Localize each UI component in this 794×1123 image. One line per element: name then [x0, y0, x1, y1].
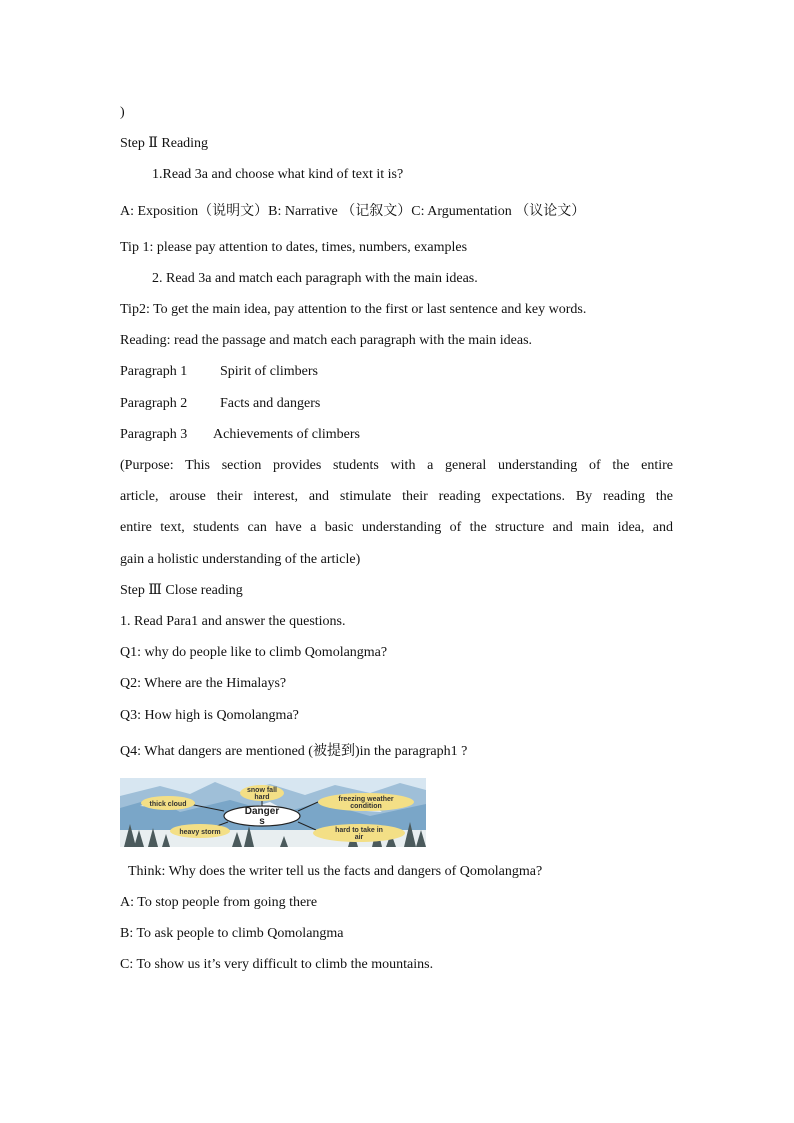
paragraph-match-row	[120, 363, 318, 381]
option-b: B: To ask people to climb Qomolangma	[120, 926, 344, 941]
option-a: A: To stop people from going there	[120, 895, 318, 910]
center-node-danger: Danger	[244, 806, 280, 817]
node-hard: hard	[254, 794, 270, 801]
tip-1: Tip 1: please pay attention to dates, times, numbers, examples	[120, 240, 468, 255]
purpose-text: article, arouse their interest, and stimulate their reading expectations. By reading the	[120, 489, 673, 504]
tip-2: Tip2: To get the main idea, pay attention to the first or last sentence and key words.	[120, 302, 587, 317]
purpose-line	[120, 457, 673, 475]
node-thick-cloud: thick cloud	[149, 801, 187, 808]
paragraph-label: Paragraph 3	[120, 427, 188, 442]
reading-instruction: Reading: read the passage and match each paragraph with the main ideas.	[120, 333, 533, 348]
node-snow-fall: snow fall	[247, 787, 277, 794]
node-air: air	[354, 834, 364, 841]
node-condition: condition	[350, 803, 382, 810]
question-q3: Q3: How high is Qomolangma?	[120, 708, 299, 723]
closing-parenthesis: )	[120, 105, 125, 120]
purpose-text: (Purpose: This section provides students with a general understanding of the entire	[120, 458, 673, 473]
node-hard-to-take-in: hard to take in	[335, 827, 383, 834]
think-question: Think: Why does the writer tell us the facts and dangers of Qomolangma?	[128, 864, 543, 879]
purpose-line	[120, 488, 673, 506]
node-heavy-storm: heavy storm	[179, 829, 221, 836]
main-idea: Achievements of climbers	[213, 427, 360, 442]
purpose-text: entire text, students can have a basic understanding of the structure and main idea, and	[120, 520, 673, 535]
question-2: 2. Read 3a and match each paragraph with the main ideas.	[152, 271, 478, 286]
question-1: 1.Read 3a and choose what kind of text it is?	[152, 167, 404, 182]
main-idea: Facts and dangers	[220, 396, 321, 411]
node-freezing-weather: freezing weather	[338, 796, 394, 803]
step-2-heading: Step Ⅱ Reading	[120, 136, 209, 151]
paragraph-match-row	[120, 426, 360, 444]
paragraph-label: Paragraph 1	[120, 364, 188, 379]
purpose-last-line: gain a holistic understanding of the article)	[120, 552, 361, 567]
close-reading-instruction: 1. Read Para1 and answer the questions.	[120, 614, 346, 629]
paragraph-label: Paragraph 2	[120, 396, 188, 411]
step-3-heading: Step Ⅲ Close reading	[120, 583, 243, 598]
paragraph-match-row	[120, 395, 320, 413]
main-idea: Spirit of climbers	[220, 364, 318, 379]
question-q1: Q1: why do people like to climb Qomolangma?	[120, 645, 388, 660]
question-q4: Q4: What dangers are mentioned (被提到)in the paragraph1 ?	[120, 744, 468, 759]
dangers-mind-map-graphic	[120, 778, 426, 847]
text-type-options: A: Exposition（说明文）B: Narrative （记叙文）C: Argumentation （议论文）	[120, 204, 586, 219]
question-q2: Q2: Where are the Himalays?	[120, 676, 287, 691]
dangers-mind-map	[120, 778, 426, 847]
option-c: C: To show us it’s very difficult to climb the mountains.	[120, 957, 434, 972]
center-node-s: s	[259, 816, 265, 827]
purpose-line	[120, 519, 673, 537]
